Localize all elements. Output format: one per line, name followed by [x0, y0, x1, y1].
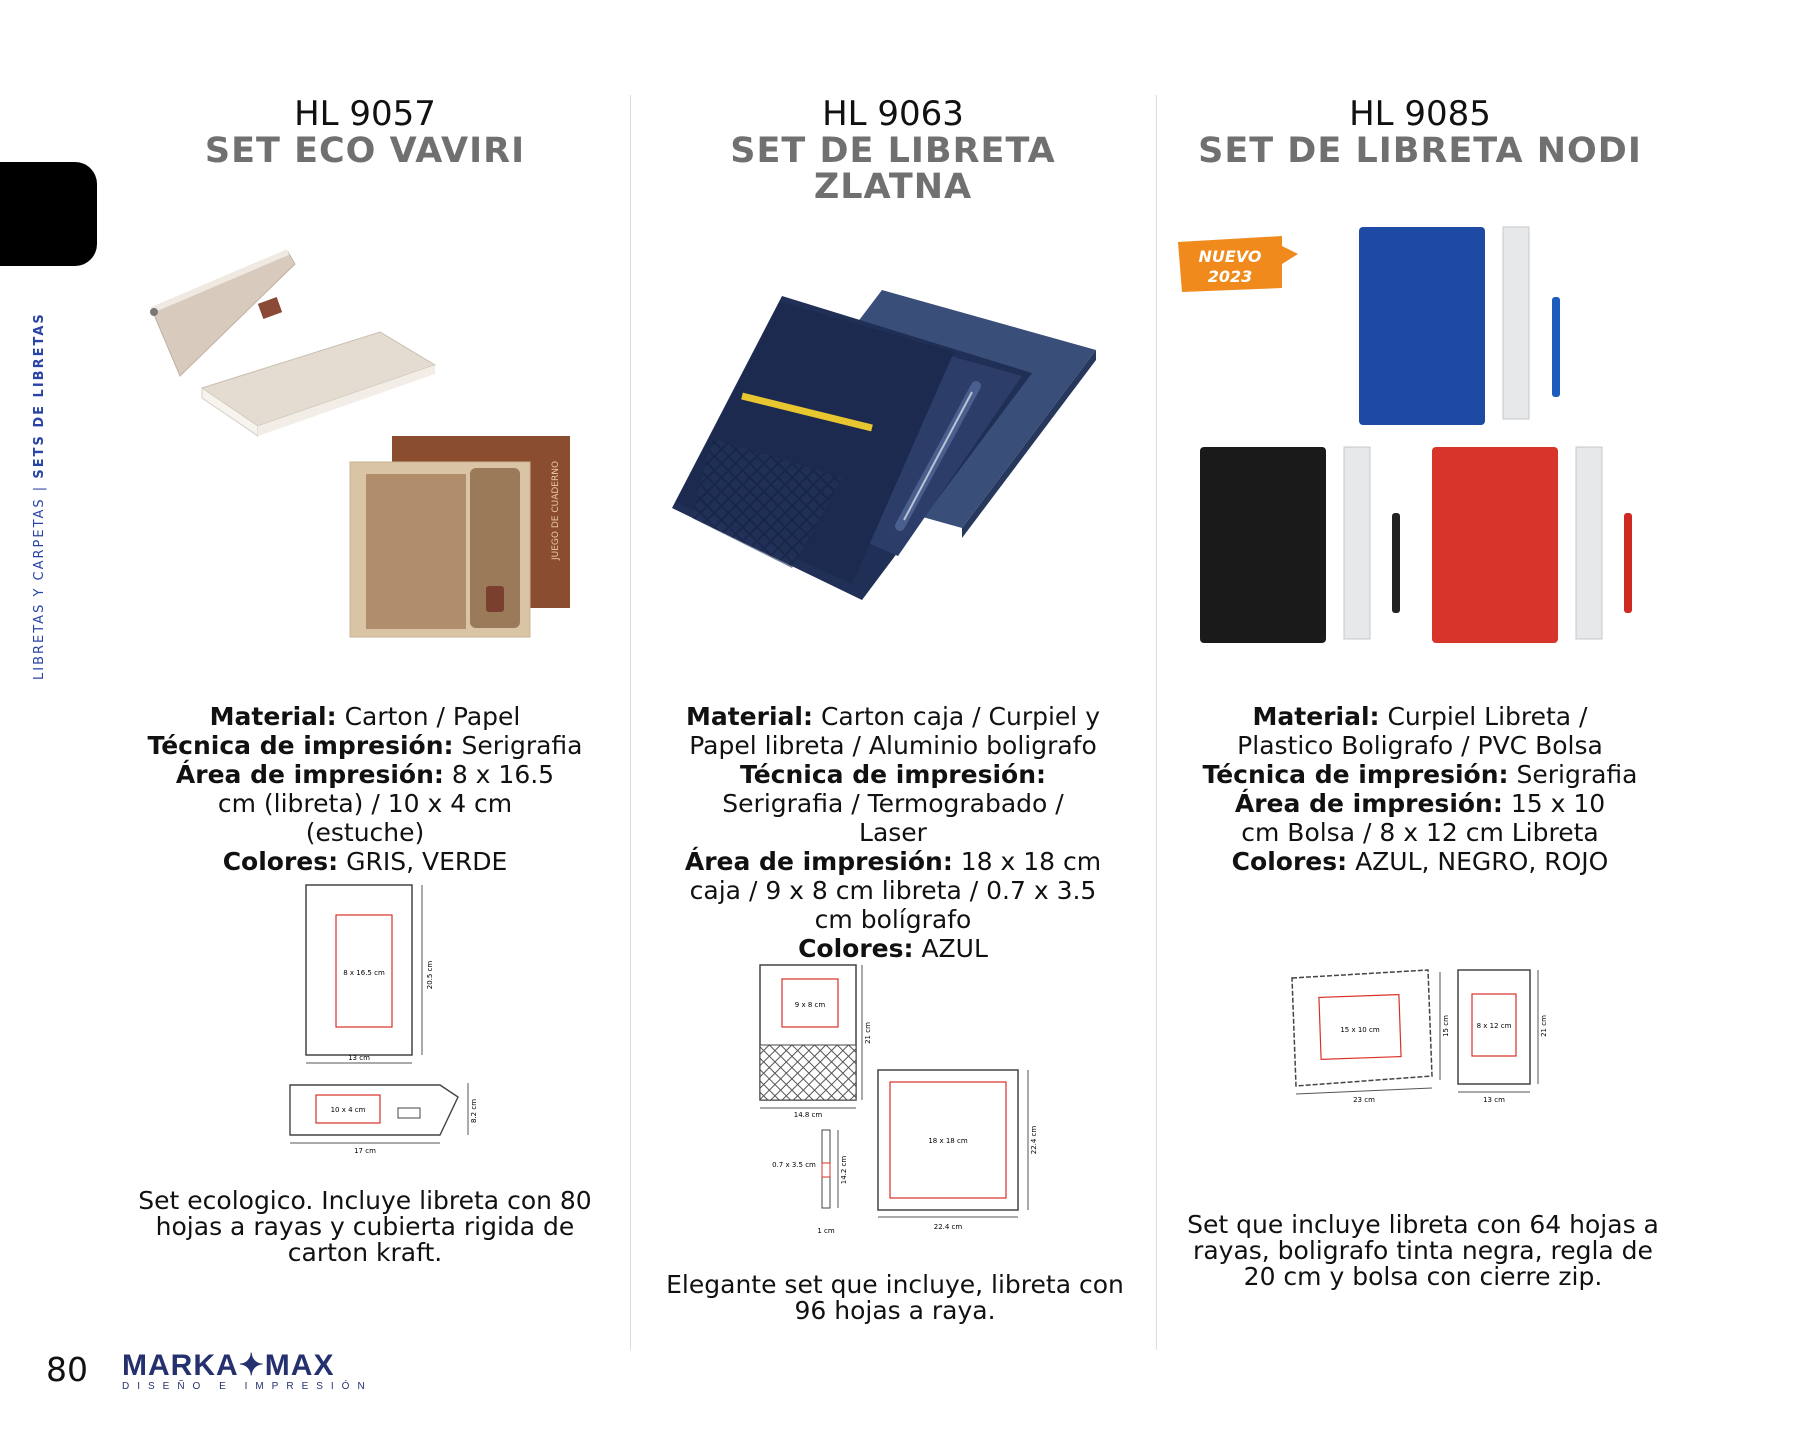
section-tab-marker: [0, 162, 97, 266]
product-description-2: Elegante set que incluye, libreta con 96 hojas a raya.: [666, 1270, 1124, 1325]
print-area-diagram-2: [758, 965, 1038, 1240]
brand-tagline: DISEÑO E IMPRESIÓN: [122, 1381, 373, 1392]
spec-value: Serigrafia: [461, 731, 583, 760]
diagram-label: 0.7 x 3.5 cm: [772, 1161, 816, 1169]
diagram-label: 13 cm: [1483, 1096, 1505, 1104]
diagram-label: 1 cm: [817, 1227, 835, 1235]
spec-value: AZUL: [921, 934, 988, 963]
spec-label: Colores:: [1231, 847, 1348, 876]
diagram-label: 9 x 8 cm: [794, 1001, 826, 1009]
product-code: HL 9085: [1349, 94, 1491, 134]
spec-value: 15 x 10 cm Bolsa / 8 x 12 cm Libreta: [1241, 789, 1606, 847]
spec-label: Área de impresión:: [1234, 789, 1503, 818]
product-photo-eco-vaviri: [140, 240, 580, 660]
product-name: SET DE LIBRETA ZLATNA: [730, 131, 1056, 207]
product-specs-3: [1170, 702, 1670, 876]
spec-label: Material:: [209, 702, 337, 731]
spec-value: GRIS, VERDE: [346, 847, 508, 876]
diagram-label: 14.8 cm: [793, 1111, 823, 1119]
product-specs-1: [115, 702, 615, 876]
product-description-3: Set que incluye libreta con 64 hojas a rayas, boligrafo tinta negra, regla de 20 cm y bolsa con cierre zip.: [1187, 1210, 1659, 1291]
print-area-diagram-1: [290, 885, 480, 1160]
spec-label: Material:: [685, 702, 813, 731]
product-specs-2: [643, 702, 1143, 963]
product-header-1: [115, 95, 615, 169]
diagram-label: 22.4 cm: [1030, 1125, 1038, 1155]
column-divider-2: [1156, 95, 1157, 1350]
brand-logo: [122, 1348, 373, 1392]
section-side-label: [32, 312, 47, 680]
diagram-label: 10 x 4 cm: [330, 1106, 366, 1114]
spec-label: Colores:: [798, 934, 914, 963]
product-header-2: [643, 95, 1143, 205]
badge-line-2: 2023: [1207, 267, 1253, 286]
diagram-label: 8 x 12 cm: [1476, 1022, 1512, 1030]
diagram-label: 18 x 18 cm: [928, 1137, 968, 1145]
spec-value: 8 x 16.5 cm (libreta) / 10 x 4 cm (estuche): [217, 760, 555, 847]
spec-label: Área de impresión:: [175, 760, 444, 789]
product-code: HL 9057: [294, 94, 436, 134]
diagram-label: 8.2 cm: [470, 1098, 478, 1124]
column-divider-1: [630, 95, 631, 1350]
badge-line-1: NUEVO: [1198, 247, 1262, 266]
product-name: SET ECO VAVIRI: [204, 131, 526, 171]
product-name: SET DE LIBRETA NODI: [1198, 131, 1642, 171]
diagram-label: 8 x 16.5 cm: [343, 969, 385, 977]
spec-label: Técnica de impresión:: [739, 760, 1047, 789]
spec-value: Serigrafia: [1516, 760, 1638, 789]
diagram-label: 23 cm: [1353, 1096, 1375, 1104]
section-separator: |: [32, 484, 47, 492]
diagram-label: 21 cm: [1540, 1015, 1548, 1037]
spec-label: Área de impresión:: [684, 847, 953, 876]
page-number: 80: [46, 1350, 88, 1389]
diagram-label: 20.5 cm: [426, 960, 434, 990]
spec-value: Carton / Papel: [344, 702, 521, 731]
print-area-diagram-3: [1290, 968, 1550, 1108]
diagram-label: 15 cm: [1442, 1015, 1450, 1037]
section-label: LIBRETAS Y CARPETAS: [32, 497, 47, 680]
spec-label: Técnica de impresión:: [1202, 760, 1509, 789]
product-code: HL 9063: [822, 94, 964, 134]
diagram-label: 17 cm: [354, 1147, 376, 1155]
diagram-label: 14.2 cm: [840, 1155, 848, 1185]
spec-value: Curpiel Libreta / Plastico Boligrafo / PVC Bolsa: [1237, 702, 1603, 760]
spec-value: 18 x 18 cm caja / 9 x 8 cm libreta / 0.7 x 3.5 cm bolígrafo: [689, 847, 1102, 934]
spec-value: AZUL, NEGRO, ROJO: [1355, 847, 1609, 876]
spec-value: Serigrafia / Termograbado / Laser: [722, 789, 1064, 847]
product-description-1: Set ecologico. Incluye libreta con 80 hojas a rayas y cubierta rigida de carton kraft.: [138, 1186, 592, 1267]
diagram-label: 13 cm: [348, 1054, 370, 1062]
product-photo-nodi: [1196, 225, 1646, 645]
product-photo-zlatna: [672, 288, 1102, 608]
product-header-3: [1170, 95, 1670, 169]
box-print-text: JUEGO DE CUADERNO: [551, 460, 561, 560]
diagram-label: 22.4 cm: [933, 1223, 963, 1231]
spec-label: Técnica de impresión:: [147, 731, 454, 760]
diagram-label: 21 cm: [864, 1022, 872, 1044]
spec-label: Colores:: [222, 847, 339, 876]
brand-name: MARKA✦MAX: [122, 1349, 335, 1382]
diagram-label: 15 x 10 cm: [1340, 1026, 1380, 1034]
spec-label: Material:: [1252, 702, 1380, 731]
spec-value: Carton caja / Curpiel y Papel libreta / Aluminio boligrafo: [689, 702, 1100, 760]
subsection-label: SETS DE LIBRETAS: [32, 312, 47, 479]
